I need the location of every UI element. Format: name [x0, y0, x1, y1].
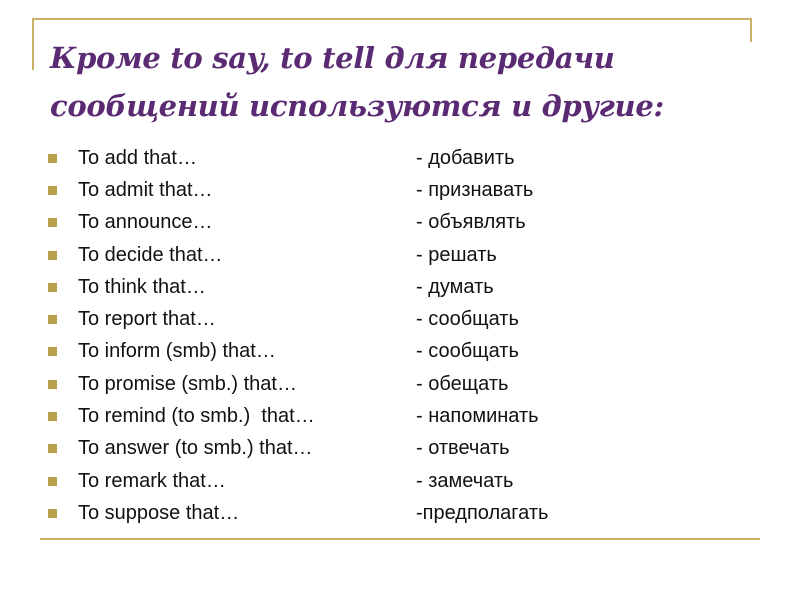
translation: - замечать: [416, 469, 514, 492]
list-item: [48, 433, 748, 465]
translation: - добавить: [416, 146, 515, 169]
list-item: [48, 303, 748, 335]
list-item: [48, 400, 748, 432]
list-item: [48, 497, 748, 529]
phrase: To report that…: [78, 308, 216, 331]
translation: - обещать: [416, 372, 509, 395]
square-bullet-icon: [48, 477, 57, 486]
list-item: [48, 174, 748, 206]
title-part-1: Кроме: [50, 41, 171, 75]
list-item: [48, 368, 748, 400]
phrase: To decide that…: [78, 243, 223, 266]
title-part-2: для передачи сообщений используются и другие:: [50, 41, 664, 123]
square-bullet-icon: [48, 347, 57, 356]
phrase: To add that…: [78, 146, 197, 169]
bottom-rule: [40, 538, 760, 540]
left-rule: [32, 18, 34, 70]
phrase: To admit that…: [78, 178, 213, 201]
phrase: To think that…: [78, 275, 206, 298]
square-bullet-icon: [48, 251, 57, 260]
list-item: [48, 239, 748, 271]
list-item: [48, 271, 748, 303]
phrase: To inform (smb) that…: [78, 340, 276, 363]
phrase: To suppose that…: [78, 501, 240, 524]
translation: - решать: [416, 243, 497, 266]
title-emphasis: to say, to tell: [170, 41, 375, 75]
square-bullet-icon: [48, 444, 57, 453]
phrase: To promise (smb.) that…: [78, 372, 297, 395]
translation: - сообщать: [416, 340, 519, 363]
translation: - сообщать: [416, 308, 519, 331]
translation: -предполагать: [416, 501, 549, 524]
list-item: [48, 142, 748, 174]
square-bullet-icon: [48, 509, 57, 518]
square-bullet-icon: [48, 283, 57, 292]
square-bullet-icon: [48, 154, 57, 163]
list-item: [48, 336, 748, 368]
phrase-list: [48, 142, 748, 530]
square-bullet-icon: [48, 380, 57, 389]
slide-title: [50, 34, 770, 130]
phrase: To announce…: [78, 211, 213, 234]
phrase: To remind (to smb.) that…: [78, 405, 315, 428]
translation: - отвечать: [416, 437, 510, 460]
square-bullet-icon: [48, 412, 57, 421]
translation: - объявлять: [416, 211, 526, 234]
translation: - думать: [416, 275, 494, 298]
list-item: [48, 465, 748, 497]
phrase: To remark that…: [78, 469, 226, 492]
phrase: To answer (to smb.) that…: [78, 437, 313, 460]
square-bullet-icon: [48, 186, 57, 195]
square-bullet-icon: [48, 218, 57, 227]
translation: - признавать: [416, 178, 534, 201]
top-rule: [32, 18, 751, 20]
list-item: [48, 207, 748, 239]
translation: - напоминать: [416, 405, 539, 428]
square-bullet-icon: [48, 315, 57, 324]
